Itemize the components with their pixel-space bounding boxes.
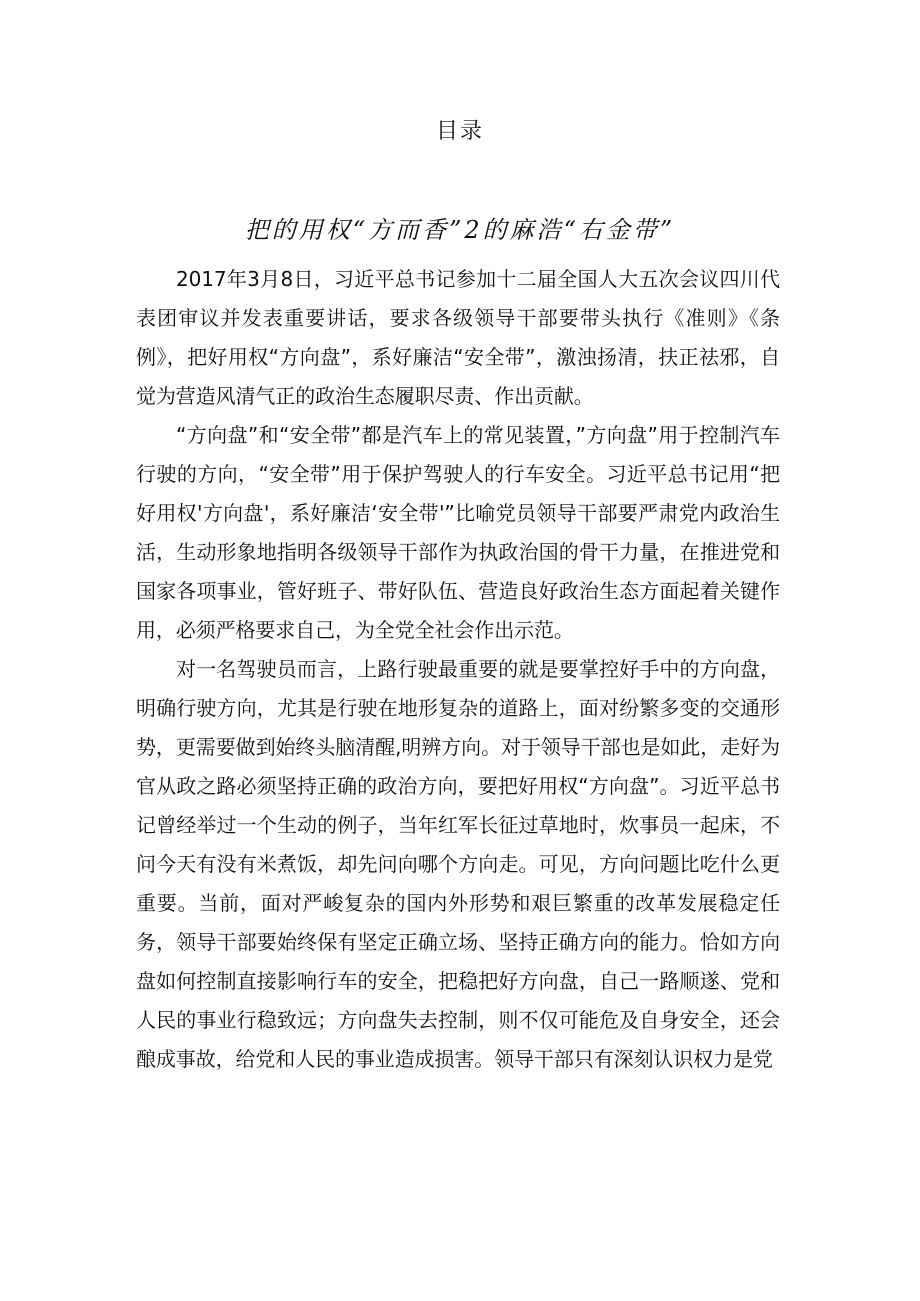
article-title: 把的用权“方而香”2的麻浩“右金带” — [244, 216, 676, 244]
paragraph: “方向盘”和“安全带”都是汽车上的常见装置，”方向盘”用于控制汽车行驶的方向，“安全带”用于保护驾驶人的行车安全。习近平总书记用“把好用权'方向盘'，系好廉洁‘安全带'”比喻党员领导干部要严肃党内政治生活，生动形象地指明各级领导干部作为执政治国的骨干力量，在推进党和国家各项事业，管好班子、带好队伍、营造良好政治生态方面起着关键作用，必须严格要求自己，为全党全社会作出示范。 — [136, 423, 780, 642]
article-body — [136, 260, 780, 1079]
paragraph: 2017年3月8日，习近平总书记参加十二届全国人大五次会议四川代表团审议并发表重要讲话，要求各级领导干部要带头执行《准则》《条例》，把好用权“方向盘”，系好廉洁“安全带”，激浊扬清，扶正祛邪，自觉为营造风清气正的政治生态履职尽责、作出贡献。 — [136, 267, 780, 408]
toc-heading: 目录 — [435, 119, 484, 144]
paragraph: 对一名驾驶员而言，上路行驶最重要的就是要掌控好手中的方向盘，明确行驶方向，尤其是行驶在地形复杂的道路上，面对纷繁多变的交通形势，更需要做到始终头脑清醒,明辨方向。对于领导干部也是如此，走好为官从政之路必须坚持正确的政治方向，要把好用权“方向盘”。习近平总书记曾经举过一个生动的例子，当年红军长征过草地时，炊事员一起床，不问今天有没有米煮饭，却先问向哪个方向走。可见，方向问题比吃什么更重要。当前，面对严峻复杂的国内外形势和艰巨繁重的改革发展稳定任务，领导干部要始终保有坚定正确立场、坚持正确方向的能力。恰如方向盘如何控制直接影响行车的安全，把稳把好方向盘，自己一路顺遂、党和人民的事业行稳致远；方向盘失去控制，则不仅可能危及自身安全，还会酿成事故，给党和人民的事业造成损害。领导干部只有深刻认识权力是党 — [136, 657, 780, 1071]
